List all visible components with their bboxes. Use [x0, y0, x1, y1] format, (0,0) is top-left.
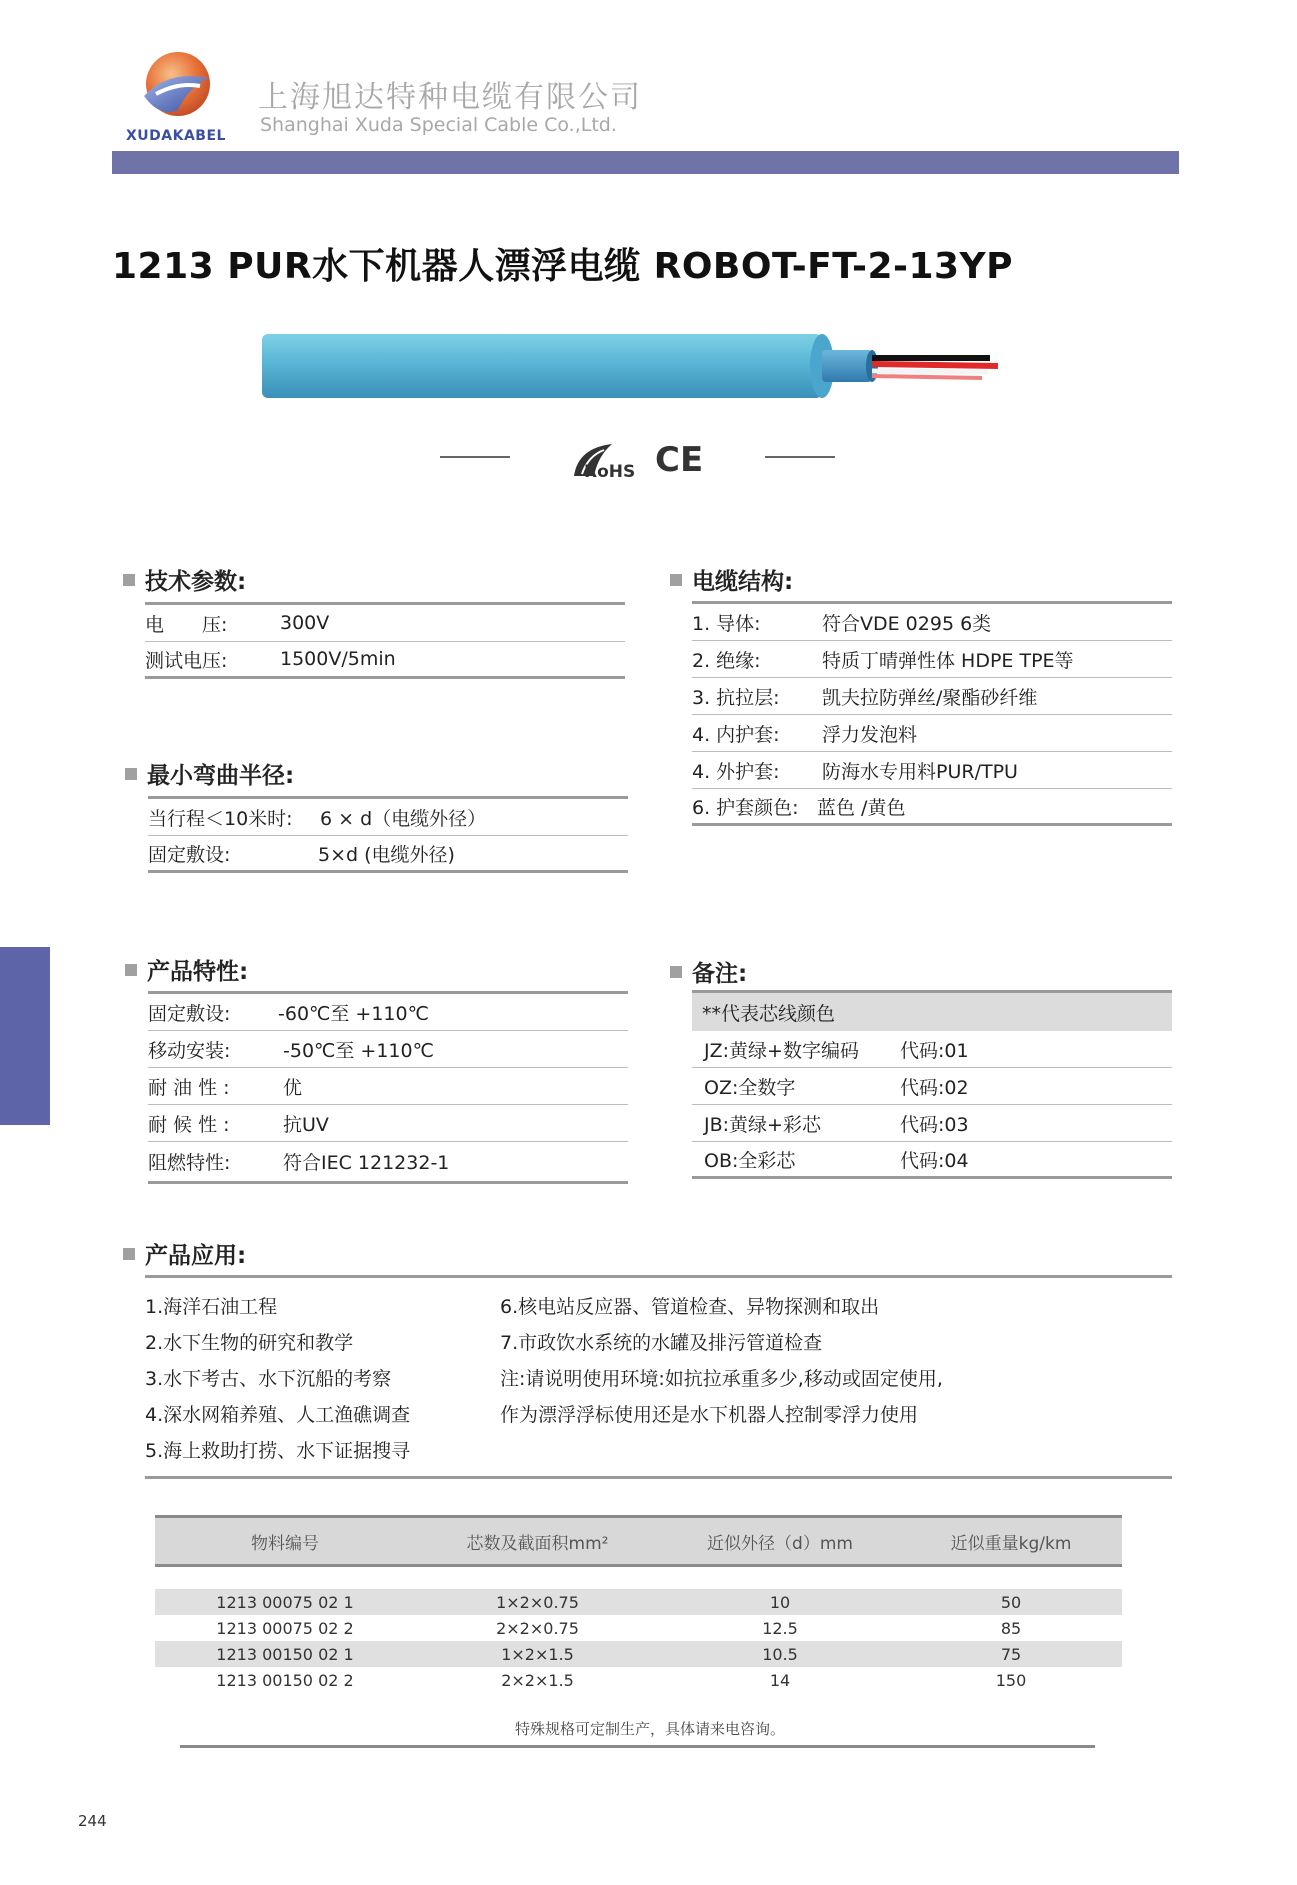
rohs-logo-icon — [568, 440, 636, 484]
list-item: 当行程＜10米时: 6 × d（电缆外径） — [148, 799, 628, 836]
list-item: 固定敷设: 5×d (电缆外径) — [148, 836, 628, 873]
list-item: 1. 导体: 符合VDE 0295 6类 — [692, 604, 1172, 641]
features-heading: 产品特性: — [125, 953, 248, 986]
list-item: 5.海上救助打捞、水下证据搜寻 — [145, 1440, 411, 1462]
list-item: 7.市政饮水系统的水罐及排污管道检查 — [500, 1332, 823, 1354]
table-row: 1213 00075 02 2 2×2×0.75 12.5 85 — [216, 1618, 1022, 1638]
table-header — [155, 1515, 1122, 1567]
list-item: 移动安装: -50℃至 +110℃ — [148, 1031, 628, 1068]
cert-divider-left — [440, 456, 510, 458]
list-item: 6. 护套颜色: 蓝色 /黄色 — [692, 789, 1172, 826]
custom-spec-note: 特殊规格可定制生产，具体请来电咨询。 — [514, 1720, 785, 1738]
column-header: 近似外径（d）mm — [707, 1533, 853, 1554]
applications-heading: 产品应用: — [123, 1237, 246, 1270]
tech-params-list — [145, 605, 625, 679]
list-item: 4. 内护套: 浮力发泡料 — [692, 715, 1172, 752]
rohs-text: RoHS — [584, 462, 636, 482]
applications-rule-top — [145, 1275, 1172, 1278]
remarks-heading: 备注: — [670, 955, 747, 988]
ce-mark: CE — [655, 440, 704, 480]
brand-name: XUDAKABEL — [126, 128, 226, 144]
list-item: JZ:黄绿+数字编码 代码:01 — [692, 1031, 1172, 1068]
company-name-en: Shanghai Xuda Special Cable Co.,Ltd. — [260, 114, 617, 136]
page-number: 244 — [78, 1812, 107, 1830]
footer-rule — [180, 1745, 1095, 1748]
column-header: 近似重量kg/km — [950, 1533, 1072, 1554]
applications-rule-bottom — [145, 1476, 1172, 1479]
table-row: 1213 00150 02 1 1×2×1.5 10.5 75 — [155, 1641, 1122, 1667]
tech-params-heading: 技术参数: — [123, 563, 246, 596]
list-item: 4.深水网箱养殖、人工渔礁调查 — [145, 1404, 411, 1426]
cable-image — [262, 328, 1002, 403]
column-header: 物料编号 — [251, 1533, 319, 1554]
list-item: 1.海洋石油工程 — [145, 1296, 278, 1318]
remarks-subheading: **代表芯线颜色 — [692, 993, 1172, 1031]
bullet-square-icon — [670, 966, 682, 978]
bullet-square-icon — [125, 768, 137, 780]
structure-heading: 电缆结构: — [670, 563, 793, 596]
bullet-square-icon — [670, 574, 682, 586]
page-title: 1213 PUR水下机器人漂浮电缆 ROBOT-FT-2-13YP — [112, 246, 1014, 287]
features-list — [148, 994, 628, 1184]
list-item: 3. 抗拉层: 凯夫拉防弹丝/聚酯砂纤维 — [692, 678, 1172, 715]
list-item: 测试电压: 1500V/5min — [145, 642, 625, 679]
spec-table — [155, 1515, 1122, 1693]
structure-list — [692, 604, 1172, 826]
list-item: 耐 候 性 : 抗UV — [148, 1105, 628, 1142]
column-header: 芯数及截面积mm² — [466, 1533, 609, 1554]
list-item: 2.水下生物的研究和教学 — [145, 1332, 354, 1354]
side-tab-marker — [0, 947, 50, 1125]
bullet-square-icon — [123, 1248, 135, 1260]
applications-note: 注:请说明使用环境:如抗拉承重多少,移动或固定使用, — [500, 1368, 943, 1390]
cert-divider-right — [765, 456, 835, 458]
bullet-square-icon — [125, 964, 137, 976]
list-item: 3.水下考古、水下沉船的考察 — [145, 1368, 392, 1390]
list-item: OZ:全数字 代码:02 — [692, 1068, 1172, 1105]
list-item: 阻燃特性: 符合IEC 121232-1 — [148, 1142, 628, 1184]
header-bar — [112, 151, 1179, 174]
list-item: OB:全彩芯 代码:04 — [692, 1142, 1172, 1179]
bullet-square-icon — [123, 574, 135, 586]
company-logo-icon — [138, 48, 218, 128]
table-row: 1213 00075 02 1 1×2×0.75 10 50 — [155, 1589, 1122, 1615]
list-item: 电 压: 300V — [145, 605, 625, 642]
table-row: 1213 00150 02 2 2×2×1.5 14 150 — [216, 1670, 1027, 1690]
list-item: 耐 油 性 : 优 — [148, 1068, 628, 1105]
bend-radius-heading: 最小弯曲半径: — [125, 757, 294, 790]
bend-radius-list — [148, 799, 628, 873]
list-item: 2. 绝缘: 特质丁晴弹性体 HDPE TPE等 — [692, 641, 1172, 678]
list-item: 4. 外护套: 防海水专用料PUR/TPU — [692, 752, 1172, 789]
list-item: 6.核电站反应器、管道检查、异物探测和取出 — [500, 1296, 880, 1318]
list-item: 固定敷设: -60℃至 +110℃ — [148, 994, 628, 1031]
company-name-cn: 上海旭达特种电缆有限公司 — [258, 80, 642, 115]
remarks-list — [692, 1031, 1172, 1179]
list-item: JB:黄绿+彩芯 代码:03 — [692, 1105, 1172, 1142]
applications-note: 作为漂浮浮标使用还是水下机器人控制零浮力使用 — [500, 1404, 919, 1426]
